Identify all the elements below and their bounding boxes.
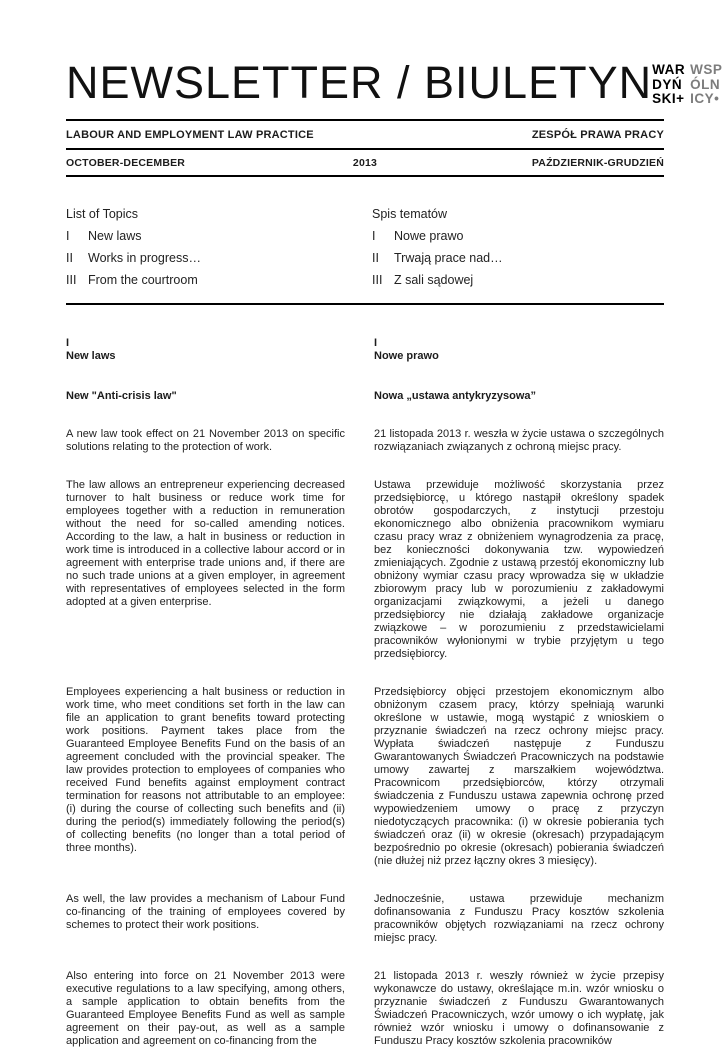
paragraph-row <box>66 428 664 454</box>
topic-label: From the courtroom <box>88 269 372 291</box>
topics-title-pl: Spis tematów <box>372 203 664 225</box>
practice-name-pl: ZESPÓŁ PRAWA PRACY <box>532 129 664 141</box>
section-number: I <box>66 337 345 350</box>
period-en: OCTOBER-DECEMBER <box>66 157 353 169</box>
subheading-row <box>66 390 664 403</box>
section-number: I <box>374 337 664 350</box>
paragraph-en: A new law took effect on 21 November 2013 on specific solutions relating to the protection of work. <box>66 428 345 454</box>
topic-num: I <box>66 225 88 247</box>
year: 2013 <box>353 157 377 169</box>
paragraph-pl: 21 listopada 2013 r. weszły również w życie przepisy wykonawcze do ustawy, określające m.in. wzór wniosku o przyznanie świadczeń z Funduszu Gwarantowanych Świadczeń Pracowniczych, wzór umowy o ich wypłatę, jak również wzór wniosku i umowy o dofinansowanie z Funduszu Pracy kosztów szkolenia pracowników <box>374 970 664 1048</box>
list-item <box>372 225 664 247</box>
period-pl: PAŹDZIERNIK-GRUDZIEŃ <box>377 157 664 169</box>
masthead <box>66 60 664 107</box>
logo-line: WSP <box>690 63 722 78</box>
article-body <box>66 337 664 1048</box>
topics-pl <box>372 203 664 291</box>
paragraph-en: As well, the law provides a mechanism of Labour Fund co-financing of the training of employees covered by schemes to protect their work positions. <box>66 893 345 945</box>
practice-row <box>66 121 664 148</box>
section-title: Nowe prawo <box>374 350 664 363</box>
topic-label: Nowe prawo <box>394 225 664 247</box>
paragraph-en: Employees experiencing a halt business or reduction in work time, who meet conditions set forth in the law can file an application to grant benefits toward protecting work positions. Payment takes place from the Guaranteed Employee Benefits Fund on the basis of an agreement concluded with the provincial speaker. The law provides protection to employees of companies who received Fund benefits against employment contract termination for reasons not attributable to an employee: (i) during the course of collecting such benefits and (ii) during the period(s) immediately following the period(s) of collecting benefits (no longer than a total period of three months). <box>66 686 345 868</box>
divider <box>66 175 664 177</box>
logo-wordmark-right <box>690 63 722 107</box>
newsletter-title: NEWSLETTER / BIULETYN <box>66 60 652 105</box>
section-heading-pl <box>374 337 664 363</box>
topic-label: Works in progress… <box>88 247 372 269</box>
topic-num: II <box>372 247 394 269</box>
paragraph-row <box>66 970 664 1048</box>
logo-line: SKI+ <box>652 92 685 107</box>
topics-en <box>66 203 372 291</box>
section-title: New laws <box>66 350 345 363</box>
practice-name-en: LABOUR AND EMPLOYMENT LAW PRACTICE <box>66 129 314 141</box>
logo-line: WAR <box>652 63 685 78</box>
topic-label: New laws <box>88 225 372 247</box>
logo-line: ÓLN <box>690 78 722 93</box>
paragraph-row <box>66 686 664 868</box>
topics-title-en: List of Topics <box>66 203 372 225</box>
section-heading-row <box>66 337 664 363</box>
section-heading-en <box>66 337 345 363</box>
list-item <box>66 269 372 291</box>
date-row <box>66 150 664 175</box>
logo-line: ICY• <box>690 92 722 107</box>
paragraph-row <box>66 893 664 945</box>
list-item <box>66 247 372 269</box>
paragraph-en: Also entering into force on 21 November 2013 were executive regulations to a law specifying, among others, a sample application to obtain benefits from the Guaranteed Employee Benefits Fund as well as sample agreement on their pay-out, as well as a sample application and agreement on co-financing from the <box>66 970 345 1048</box>
topic-num: II <box>66 247 88 269</box>
topics-index <box>66 203 664 291</box>
paragraph-pl: Ustawa przewiduje możliwość skorzystania przez przedsiębiorcę, u którego nastąpił określony spadek obrotów gospodarczych, z instytucji przestoju ekonomicznego albo obniżenia pracownikom wymiaru czasu pracy wraz z obniżeniem wynagrodzenia za pracę, bez konieczności dokonywania tzw. wypowiedzeń zmieniających. Zgodnie z ustawą przestój ekonomiczny lub obniżony wymiar czasu pracy wprowadza się w układzie zbiorowym pracy lub w porozumieniu z zakładowymi organizacjami związkowymi, a jeżeli u danego przedsiębiorcy nie działają zakładowe organizacje związkowe – w porozumieniu z przedstawicielami pracowników wyłonionymi w trybie przyjętym u tego przedsiębiorcy. <box>374 479 664 661</box>
logo-wordmark-left <box>652 63 685 107</box>
paragraph-pl: Przedsiębiorcy objęci przestojem ekonomicznym albo obniżonym czasem pracy, którzy spełniają warunki określone w ustawie, mogą wystąpić z wnioskiem o przyznanie świadczeń na rzecz ochrony miejsc pracy. Wypłata świadczeń następuje z Funduszu Gwarantowanych Świadczeń Pracowniczych na podstawie umowy zawartej z marszałkiem województwa. Pracownicom przedsiębiorców, którzy otrzymali świadczenia z Funduszu ustawa zapewnia ochronę przed wypowiedzeniem umowy o pracę z przyczyn niedotyczących pracownika: (i) w okresie pobierania tych świadczeń oraz (ii) w okresie (okresach) przypadającym bezpośrednio po okresie (okresach) pobierania świadczeń (nie dłużej niż przez łączny okres 3 miesięcy). <box>374 686 664 868</box>
article-subheading-pl: Nowa „ustawa antykryzysowa” <box>374 390 664 403</box>
wardynski-logo <box>652 63 722 107</box>
list-item <box>372 247 664 269</box>
topic-label: Trwają prace nad… <box>394 247 664 269</box>
paragraph-row <box>66 479 664 661</box>
paragraph-pl: Jednocześnie, ustawa przewiduje mechanizm dofinansowania z Funduszu Pracy kosztów szkolenia pracowników objętych rozwiązaniami na rzecz ochrony miejsc pracy. <box>374 893 664 945</box>
logo-line: DYŃ <box>652 78 685 93</box>
divider <box>66 303 664 305</box>
paragraph-en: The law allows an entrepreneur experiencing decreased turnover to halt business or reduce work time for employees together with a reduction in remuneration without the need for so-called amending notices. According to the law, a halt in business or reduction in work time is introduced in a collective labour accord or in agreement with enterprise trade unions and, if there are no such trade unions at a given employer, in agreement with representatives of employees selected in the form adopted at a given enterprise. <box>66 479 345 661</box>
paragraph-pl: 21 listopada 2013 r. weszła w życie ustawa o szczególnych rozwiązaniach związanych z ochroną miejsc pracy. <box>374 428 664 454</box>
topic-label: Z sali sądowej <box>394 269 664 291</box>
topic-num: III <box>372 269 394 291</box>
list-item <box>372 269 664 291</box>
topic-num: I <box>372 225 394 247</box>
topic-num: III <box>66 269 88 291</box>
list-item <box>66 225 372 247</box>
article-subheading-en: New "Anti-crisis law" <box>66 390 345 403</box>
